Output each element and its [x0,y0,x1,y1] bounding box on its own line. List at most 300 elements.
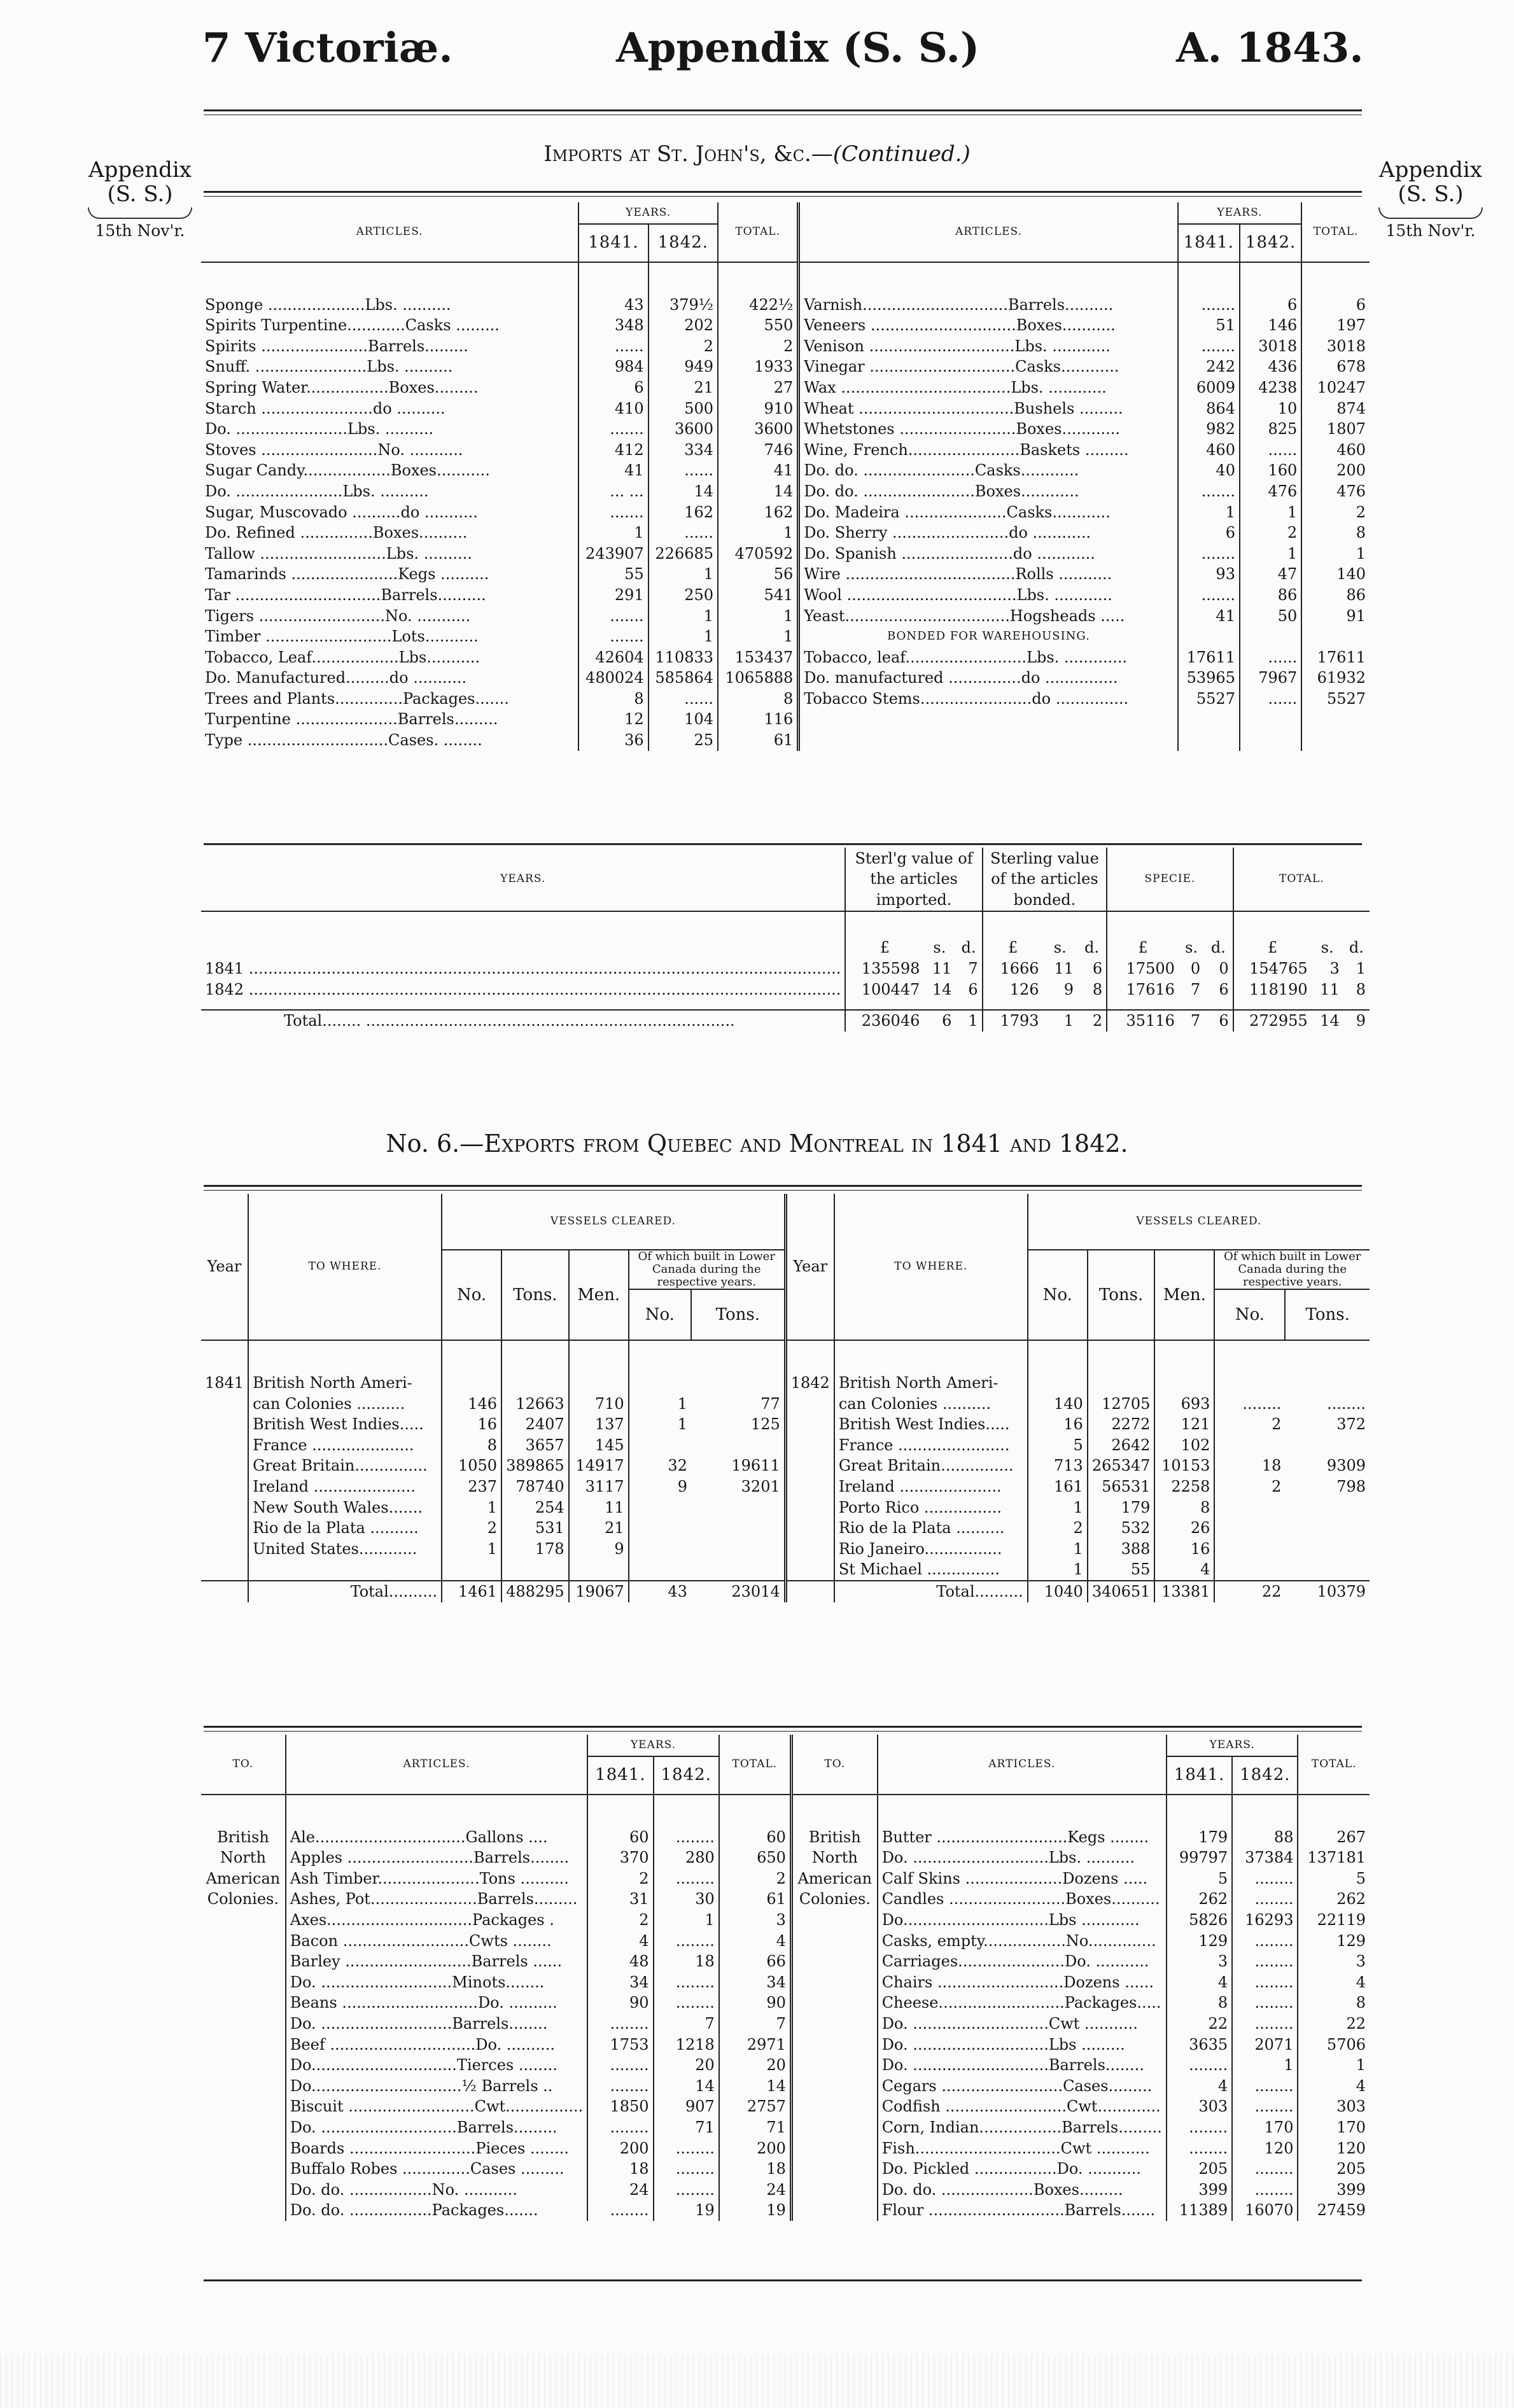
article-name: Buffalo Robes ..............Cases ......... [286,2159,587,2180]
unit-label: d. [1349,939,1364,957]
export-destination: can Colonies .......... [248,1394,442,1415]
export-bno [1214,1435,1285,1456]
export-bno [629,1539,691,1560]
articles-destination [791,2096,877,2117]
export-no: 5 [1028,1435,1088,1456]
export-year [201,1414,248,1435]
import-total: 476 [1301,481,1370,502]
export-no: 2 [1028,1518,1088,1539]
import-article: Tobacco Stems.......................do ............... [799,689,1178,710]
article-name: Codfish .........................Cwt............. [878,2096,1167,2117]
article-total: 22119 [1298,1910,1370,1931]
article-total: 7 [719,2013,792,2034]
article-1842: ........ [654,2180,719,2201]
article-name: Beans ............................Do. .......... [286,1992,587,2013]
article-1842: ........ [1232,1889,1298,1910]
article-total: 205 [1298,2159,1370,2180]
table-row [201,460,1370,481]
table-row [201,1414,1370,1435]
scan-noise [0,2355,1514,2408]
import-1841: 41 [578,460,648,481]
spacer-cell [1077,1000,1107,1010]
spacer-cell [1285,1340,1370,1373]
export-bno: 1 [629,1414,691,1435]
export-no [1028,1373,1088,1394]
article-total: 61 [719,1889,792,1910]
imports-title-cont: (Continued.) [832,141,971,167]
articles-destination [791,2180,877,2201]
import-total: 91 [1301,606,1370,627]
spacer-cell [629,1340,691,1373]
import-1841: 291 [578,585,648,606]
spacer-cell [201,262,578,295]
article-total: 262 [1298,1889,1370,1910]
exports-col-built: Of which built in Lower Canada during the respective years. [629,1250,786,1289]
table-row [201,1539,1370,1560]
spacer-cell [1179,1000,1204,1010]
import-1842: 250 [648,585,718,606]
import-1841: 480024 [578,668,648,689]
import-total: 874 [1301,398,1370,419]
value-cell: 7 [1190,980,1201,998]
import-1841: 36 [578,730,648,751]
spacer-cell [201,1340,248,1373]
import-total: 3018 [1301,336,1370,357]
articles-body [201,1795,1370,2221]
export-tons: 2407 [501,1414,569,1435]
article-total: 22 [1298,2013,1370,2034]
import-1841: 41 [1178,606,1240,627]
article-1841: ........ [587,2117,653,2138]
export-total-bno: 22 [1214,1581,1285,1602]
export-tons: 389865 [501,1455,569,1476]
import-total: 422½ [718,295,799,316]
spacer-cell [1204,1000,1233,1010]
article-total: 27459 [1298,2200,1370,2221]
empty-cell [1178,730,1240,751]
articles-col-years-right: YEARS. [1167,1735,1298,1756]
imports-col-1842-right: 1842. [1240,224,1301,262]
article-1841: 200 [587,2138,653,2159]
export-btons [1285,1559,1370,1581]
export-year [201,1394,248,1415]
import-1842: 6 [1240,295,1301,316]
import-1842: 436 [1240,356,1301,377]
import-1841: ....... [578,419,648,440]
export-total-tons: 488295 [501,1581,569,1602]
value-cell: 6 [1219,980,1229,998]
articles-destination: British [216,1828,269,1846]
units-row [201,911,1370,958]
empty-cell [248,1559,442,1581]
unit-label: d. [1210,939,1226,957]
export-destination: France ..................... [248,1435,442,1456]
articles-destination: American [206,1869,281,1887]
spacer-cell [1167,1795,1232,1827]
article-1842: ........ [1232,2096,1298,2117]
export-men: 3117 [569,1476,629,1497]
article-1841: 5 [1167,1868,1232,1889]
export-men [569,1373,629,1394]
spacer-cell [955,1000,982,1010]
import-1842: 2 [648,336,718,357]
import-1842: 500 [648,398,718,419]
article-1842: ........ [1232,2013,1298,2034]
article-total: 34 [719,1972,792,1993]
export-btons: 19611 [731,1457,780,1475]
value-cell: 1666 [983,958,1043,979]
import-1841: 243907 [578,543,648,564]
export-no: 237 [442,1476,501,1497]
exports-title-prefix: No. 6.— [386,1130,484,1158]
articles-col-total-right: TOTAL. [1298,1735,1370,1795]
table-row [201,1951,1370,1972]
import-1842: 50 [1240,606,1301,627]
table-row [201,606,1370,627]
table-row [201,1992,1370,2013]
value-cell: 0 [1219,960,1229,977]
import-article: Tigers ..........................No. ........... [205,606,471,625]
exports-col-year-right: Year [785,1194,834,1340]
empty-cell [1301,626,1370,647]
import-1842: ...... [648,460,718,481]
articles-destination [791,1951,877,1972]
value-cell: 11 [932,960,952,977]
exports-title [0,1130,1514,1158]
import-1842: 1 [648,626,718,647]
articles-destination: North [791,1847,877,1868]
articles-destination [201,1931,286,1952]
import-1841: ....... [1178,543,1240,564]
unit-label: s. [933,939,946,957]
article-name: Chairs ..........................Dozens ...... [878,1972,1167,1993]
export-men: 137 [569,1414,629,1435]
import-1841: 242 [1178,356,1240,377]
spacer-cell [1178,262,1240,295]
table-row [201,1972,1370,1993]
export-year [201,1455,248,1476]
table-row [201,419,1370,440]
value-cell: 3 [1329,960,1340,977]
articles-destination [791,2117,877,2138]
article-name: Do. ............................Lbs ......... [878,2034,1167,2055]
export-destination: can Colonies .......... [834,1394,1028,1415]
bonded-heading: BONDED FOR WAREHOUSING. [799,626,1178,647]
article-name: Boards ..........................Pieces ........ [286,2138,587,2159]
article-1842: 7 [654,2013,719,2034]
article-1841: 262 [1167,1889,1232,1910]
export-tons: 178 [501,1539,569,1560]
table-row [201,564,1370,585]
articles-destination [201,2034,286,2055]
spacer-cell [834,1340,1028,1373]
value-total-cell: 6 [1204,1010,1233,1032]
article-name: Cheese..........................Packages..... [878,1992,1167,2013]
articles-destination [201,2076,286,2097]
article-1841: 303 [1167,2096,1232,2117]
values-col-sterling: Sterl'g value of the articles imported. [845,848,982,911]
export-total-bno: 43 [629,1581,691,1602]
table-row [201,1868,1370,1889]
article-1842: 16070 [1232,2200,1298,2221]
import-1842: 1 [1240,543,1301,564]
spacer-cell [569,1340,629,1373]
table-row [201,440,1370,461]
export-destination: British North Ameri- [248,1373,442,1394]
articles-top-rule [204,1726,1362,1728]
article-total: 2 [719,1868,792,1889]
spacer-cell [785,1340,834,1373]
articles-destination [791,1931,877,1952]
import-article: Spirits ......................Barrels......... [205,337,468,355]
export-destination: Great Britain............... [834,1455,1028,1476]
table-row [201,2055,1370,2076]
value-cell: 17616 [1107,979,1179,1000]
import-1841: 53965 [1178,668,1240,689]
exports-col-to: TO WHERE. [248,1194,442,1340]
article-1842: ........ [1232,2159,1298,2180]
import-article: Spirits Turpentine............Casks ......... [205,316,500,335]
article-1842: 280 [654,1847,719,1868]
import-total: 116 [718,709,799,730]
unit-label: d. [1084,939,1100,957]
export-tons: 3657 [501,1435,569,1456]
spacer-cell [248,1340,442,1373]
export-bno [1214,1539,1285,1560]
article-name: Do. ...........................Minots........ [286,1972,587,1993]
export-btons [691,1497,785,1518]
export-btons [691,1518,785,1539]
values-body [201,911,1370,1032]
import-article: Do. Refined ...............Boxes.......... [205,524,468,542]
article-1841: 90 [587,1992,653,2013]
article-1842: 71 [654,2117,719,2138]
article-name: Axes..............................Packages . [286,1910,587,1931]
export-destination: British North Ameri- [834,1373,1028,1394]
article-1842: 30 [654,1889,719,1910]
article-name: Ale...............................Gallons .... [286,1827,587,1848]
imports-col-1842: 1842. [648,224,718,262]
import-article: Sponge ....................Lbs. .......... [205,295,451,314]
spacer-cell [1343,1000,1370,1010]
article-1842: 1 [1232,2055,1298,2076]
table-row [201,1373,1370,1394]
value-cell: 135598 [845,958,923,979]
export-btons: 798 [1336,1477,1366,1495]
export-men: 26 [1154,1518,1214,1539]
import-1842: ...... [1240,689,1301,710]
table-row [201,1910,1370,1931]
import-total: 2 [718,336,799,357]
article-total: 20 [719,2055,792,2076]
spacer-cell [1154,1340,1214,1373]
export-destination: Rio Janeiro................ [834,1539,1028,1560]
imports-col-total-right: TOTAL. [1301,202,1370,262]
export-bno [629,1373,691,1394]
article-total: 137181 [1298,1847,1370,1868]
export-tons: 254 [501,1497,569,1518]
import-total: 6 [1301,295,1370,316]
article-total: 4 [1298,2076,1370,2097]
article-1841: ........ [587,2013,653,2034]
export-tons: 179 [1088,1497,1155,1518]
export-no [442,1373,501,1394]
value-cell: 17500 [1107,958,1179,979]
article-name: Do. ............................Barrels........ [878,2055,1167,2076]
empty-cell [799,709,1178,730]
import-article: Do. ......................Lbs. .......... [205,482,429,500]
article-total: 267 [1298,1827,1370,1848]
values-col-total: TOTAL. [1233,848,1370,911]
spacer-cell [1298,1795,1370,1827]
empty-cell [442,1559,501,1581]
article-1841: 2 [587,1910,653,1931]
table-row [201,585,1370,606]
export-tons: 388 [1088,1539,1155,1560]
import-article: Do. manufactured ...............do ............... [799,668,1178,689]
exports-col-year: Year [201,1194,248,1340]
imports-col-1841-right: 1841. [1178,224,1240,262]
import-total: 460 [1301,440,1370,461]
export-men: 9 [569,1539,629,1560]
export-bno [629,1518,691,1539]
import-1841: 6 [1178,522,1240,543]
articles-bottom-rule [204,2279,1362,2281]
spacer-cell [791,1795,877,1827]
articles-destination [201,1972,286,1993]
export-no: 8 [442,1435,501,1456]
article-total: 1 [1298,2055,1370,2076]
empty-cell [785,1581,834,1602]
export-year: 1841 [205,1374,244,1392]
article-name: Carriages......................Do. ........... [878,1951,1167,1972]
import-article: Timber ..........................Lots........... [205,627,479,646]
articles-destination [201,1992,286,2013]
import-1841: 5527 [1178,689,1240,710]
table-row [201,1847,1370,1868]
exports-col-to-right: TO WHERE. [834,1194,1028,1340]
value-total-cell: 2 [1077,1010,1107,1032]
articles-destination [201,2096,286,2117]
exports-col-tons: Tons. [501,1250,569,1340]
article-1841: 99797 [1167,1847,1232,1868]
table-row [201,1455,1370,1476]
article-1842: ........ [654,1827,719,1848]
export-bno: 9 [629,1476,691,1497]
import-article: Do. Manufactured.........do ........... [205,669,467,687]
spacer-cell [648,262,718,295]
import-total: 678 [1301,356,1370,377]
articles-destination [201,2138,286,2159]
value-cell: 6 [968,980,978,998]
import-1842: 14 [648,481,718,502]
article-total: 650 [719,1847,792,1868]
exports-col-vessels-right: VESSELS CLEARED. [1028,1194,1370,1250]
spacer-cell [878,1795,1167,1827]
spacer-cell [201,1000,845,1010]
spacer-cell [578,262,648,295]
import-article: Do. Madeira .....................Casks............ [799,502,1178,523]
import-1842: ...... [1240,647,1301,668]
value-cell: 118190 [1233,979,1312,1000]
export-destination: Great Britain............... [248,1455,442,1476]
article-total: 8 [1298,1992,1370,2013]
articles-destination [791,2034,877,2055]
export-men: 2258 [1154,1476,1214,1497]
article-1841: 24 [587,2180,653,2201]
article-name: Ash Timber.....................Tons .......... [286,1868,587,1889]
articles-destination [201,2055,286,2076]
export-total-men: 19067 [569,1581,629,1602]
articles-col-to-right: TO. [791,1735,877,1795]
export-btons [1285,1539,1370,1560]
table-row [201,336,1370,357]
imports-col-1841: 1841. [578,224,648,262]
import-total: 541 [718,585,799,606]
article-1842: ........ [654,2159,719,2180]
import-total: 86 [1301,585,1370,606]
table-row [201,481,1370,502]
import-article: Type .............................Cases. ........ [205,731,482,750]
import-1842: ...... [1240,440,1301,461]
import-article: Stoves ........................No. ........... [205,440,463,459]
header-rule [204,109,1362,111]
article-1842: 19 [654,2200,719,2221]
margin-label: Appendix [1379,157,1482,183]
article-1841: 8 [1167,1992,1232,2013]
article-name: Cegars .........................Cases......... [878,2076,1167,2097]
export-tons [501,1373,569,1394]
article-1842: 14 [654,2076,719,2097]
articles-destination [791,2013,877,2034]
import-total: 1065888 [718,668,799,689]
exports-col-tons-right: Tons. [1088,1250,1155,1340]
margin-label: Appendix [88,157,192,183]
export-no: 1 [442,1497,501,1518]
spacer-cell [1301,262,1370,295]
values-table [201,848,1370,1032]
import-total: 17611 [1301,647,1370,668]
spacer-cell [1107,1000,1179,1010]
import-article: Whetstones ........................Boxes............ [799,419,1178,440]
export-men: 121 [1154,1414,1214,1435]
import-1841: ... ... [578,481,648,502]
spacer-cell [286,1795,587,1827]
margin-note-right [1367,158,1494,243]
import-article: Venison ..............................Lbs. ............ [799,336,1178,357]
article-1842: 37384 [1232,1847,1298,1868]
table-row [201,1497,1370,1518]
article-total: 170 [1298,2117,1370,2138]
export-year [201,1518,248,1539]
export-total-label: Total.......... [834,1581,1028,1602]
export-men: 693 [1154,1394,1214,1415]
import-1842: ...... [648,522,718,543]
article-1841: ........ [1167,2138,1232,2159]
table-row [201,356,1370,377]
import-1842: 162 [648,502,718,523]
article-1841: ........ [587,2076,653,2097]
article-1841: 205 [1167,2159,1232,2180]
export-year [785,1394,834,1415]
article-total: 3 [719,1910,792,1931]
value-total-cell: 14 [1312,1010,1343,1032]
articles-destination [201,2013,286,2034]
spacer-cell [1233,1000,1312,1010]
value-total-cell: 1793 [983,1010,1043,1032]
article-1841: 34 [587,1972,653,1993]
export-btons: 372 [1336,1415,1366,1434]
